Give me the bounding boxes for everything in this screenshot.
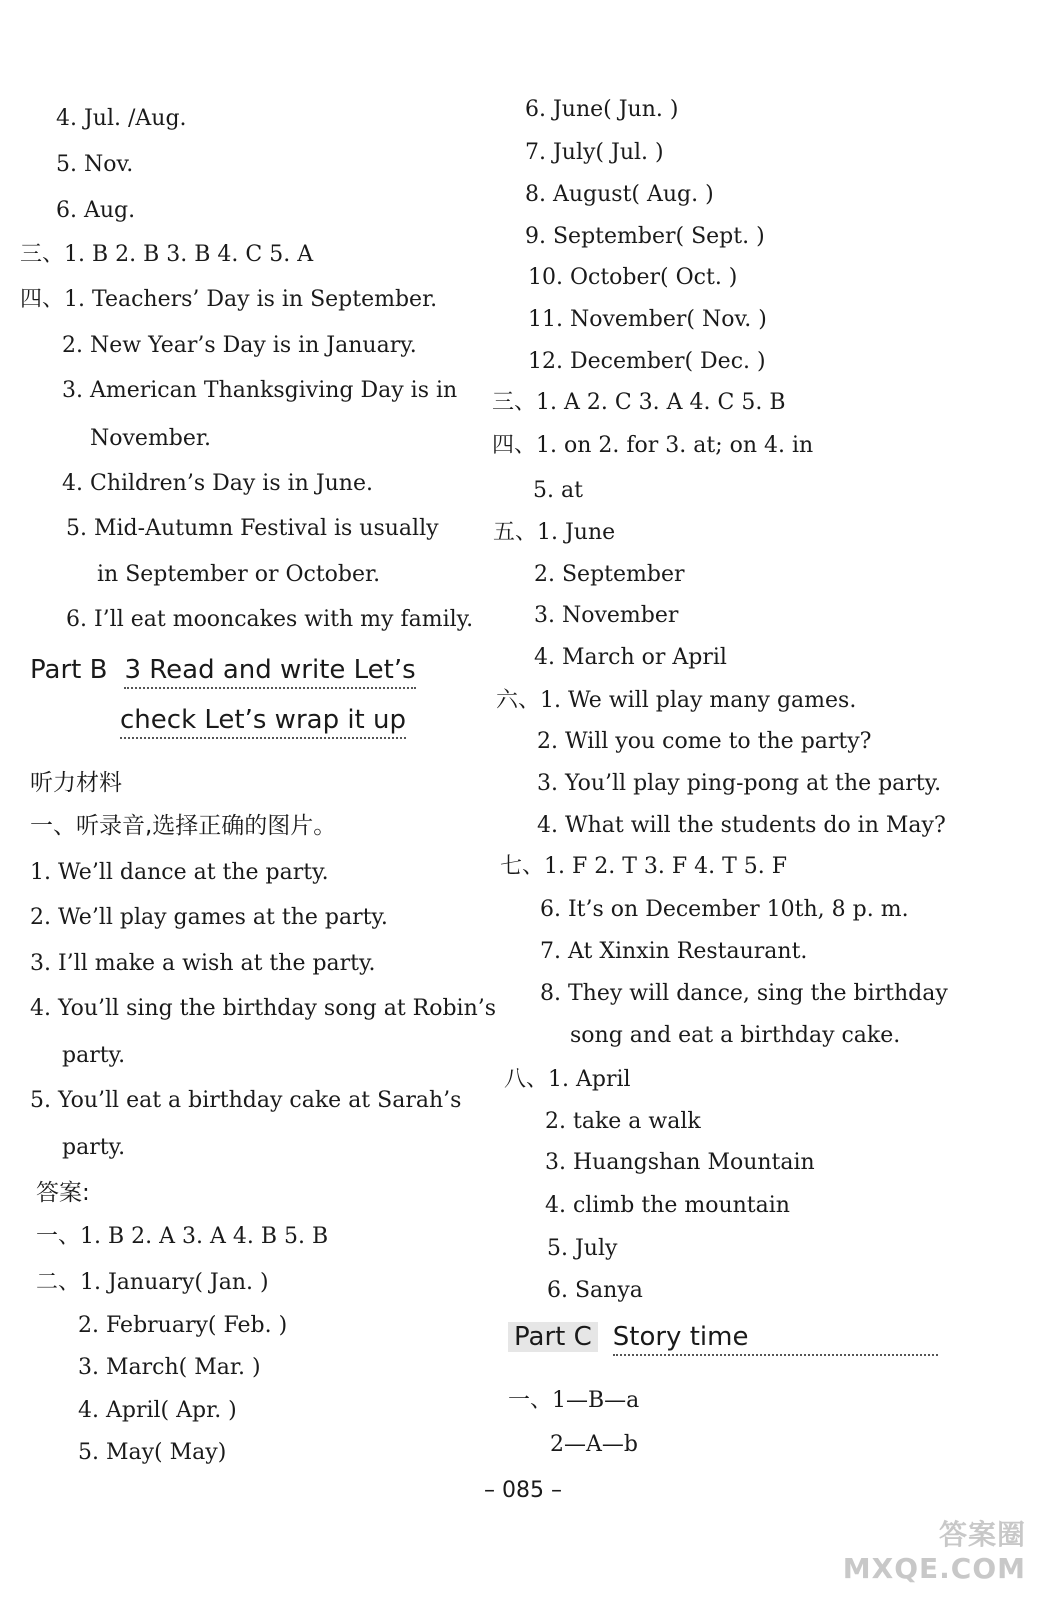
list-item: 3. Huangshan Mountain bbox=[545, 1150, 815, 1175]
list-item: 8. They will dance, sing the birthday bbox=[540, 981, 948, 1006]
list-item: 5. July bbox=[547, 1236, 618, 1261]
list-item: 4. Children’s Day is in June. bbox=[62, 471, 373, 496]
list-item: 六、1. We will play many games. bbox=[496, 688, 857, 713]
list-item: 12. December( Dec. ) bbox=[528, 349, 766, 374]
list-item: 11. November( Nov. ) bbox=[528, 307, 767, 332]
listening-item: party. bbox=[62, 1043, 126, 1068]
list-item: 3. November bbox=[534, 603, 679, 628]
list-item: 4. March or April bbox=[534, 645, 727, 670]
story-answer: 一、1—B—a bbox=[508, 1388, 640, 1413]
part-b-title-line1: 3 Read and write Let’s bbox=[124, 655, 415, 689]
list-item: 五、1. June bbox=[493, 520, 616, 545]
list-item: 2. take a walk bbox=[545, 1109, 701, 1134]
list-item: 3. American Thanksgiving Day is in bbox=[62, 378, 458, 403]
list-item: 10. October( Oct. ) bbox=[528, 265, 738, 290]
answer-item: 4. April( Apr. ) bbox=[78, 1398, 237, 1423]
list-item: 6. Aug. bbox=[56, 198, 136, 223]
story-answer: 2—A—b bbox=[550, 1432, 638, 1457]
list-item: 4. What will the students do in May? bbox=[537, 813, 946, 838]
watermark-logo bbox=[843, 1518, 1026, 1586]
listening-instruction: 一、听录音,选择正确的图片。 bbox=[30, 813, 337, 839]
answer-item: 3. March( Mar. ) bbox=[78, 1355, 261, 1380]
part-c-heading bbox=[508, 1322, 938, 1354]
page-number: – 085 – bbox=[484, 1478, 562, 1503]
listening-heading: 听力材料 bbox=[30, 770, 122, 796]
watermark-line1: 答案圈 bbox=[938, 1518, 1026, 1551]
part-b-label: Part B bbox=[30, 655, 108, 685]
listening-item: 4. You’ll sing the birthday song at Robin’s bbox=[30, 996, 497, 1021]
part-c-title: Story time bbox=[613, 1322, 939, 1356]
list-item: 5. Mid-Autumn Festival is usually bbox=[66, 516, 439, 541]
listening-item: 3. I’ll make a wish at the party. bbox=[30, 951, 376, 976]
list-item: 4. climb the mountain bbox=[545, 1193, 790, 1218]
list-item: 3. You’ll play ping-pong at the party. bbox=[537, 771, 942, 796]
list-item: 7. July( Jul. ) bbox=[525, 140, 664, 165]
part-c-label: Part C bbox=[508, 1322, 598, 1352]
list-item: November. bbox=[90, 426, 211, 451]
answer-item: 二、1. January( Jan. ) bbox=[36, 1270, 269, 1295]
list-item: 七、1. F 2. T 3. F 4. T 5. F bbox=[500, 854, 788, 879]
answers-heading: 答案: bbox=[36, 1180, 90, 1206]
list-item: 9. September( Sept. ) bbox=[525, 224, 765, 249]
list-item: 2. September bbox=[534, 562, 685, 587]
list-item: 三、1. A 2. C 3. A 4. C 5. B bbox=[492, 390, 786, 415]
list-item: 四、1. on 2. for 3. at; on 4. in bbox=[492, 433, 814, 458]
list-item: 6. It’s on December 10th, 8 p. m. bbox=[540, 897, 909, 922]
list-item: 5. at bbox=[533, 478, 583, 503]
list-item: 7. At Xinxin Restaurant. bbox=[540, 939, 808, 964]
answer-item: 一、1. B 2. A 3. A 4. B 5. B bbox=[36, 1224, 329, 1249]
list-item: 6. June( Jun. ) bbox=[525, 97, 679, 122]
list-item: 四、1. Teachers’ Day is in September. bbox=[20, 287, 438, 312]
list-item: 8. August( Aug. ) bbox=[525, 182, 714, 207]
listening-item: party. bbox=[62, 1135, 126, 1160]
listening-item: 5. You’ll eat a birthday cake at Sarah’s bbox=[30, 1088, 462, 1113]
list-item: 2. New Year’s Day is in January. bbox=[62, 333, 417, 358]
list-item: 2. Will you come to the party? bbox=[537, 729, 872, 754]
list-item: 6. Sanya bbox=[547, 1278, 643, 1303]
answer-item: 5. May( May) bbox=[78, 1440, 227, 1465]
list-item: 5. Nov. bbox=[56, 152, 134, 177]
list-item: in September or October. bbox=[97, 562, 381, 587]
list-item: 6. I’ll eat mooncakes with my family. bbox=[66, 607, 474, 632]
watermark-line2: MXQE.COM bbox=[842, 1552, 1026, 1585]
listening-item: 2. We’ll play games at the party. bbox=[30, 905, 388, 930]
list-item: 4. Jul. /Aug. bbox=[56, 106, 187, 131]
list-item: song and eat a birthday cake. bbox=[570, 1023, 901, 1048]
list-item: 八、1. April bbox=[504, 1067, 631, 1092]
listening-item: 1. We’ll dance at the party. bbox=[30, 860, 329, 885]
part-b-heading-cont bbox=[120, 705, 406, 737]
part-b-heading bbox=[30, 655, 416, 687]
list-item: 三、1. B 2. B 3. B 4. C 5. A bbox=[20, 242, 314, 267]
part-b-title-line2: check Let’s wrap it up bbox=[120, 705, 406, 739]
answer-item: 2. February( Feb. ) bbox=[78, 1313, 288, 1338]
